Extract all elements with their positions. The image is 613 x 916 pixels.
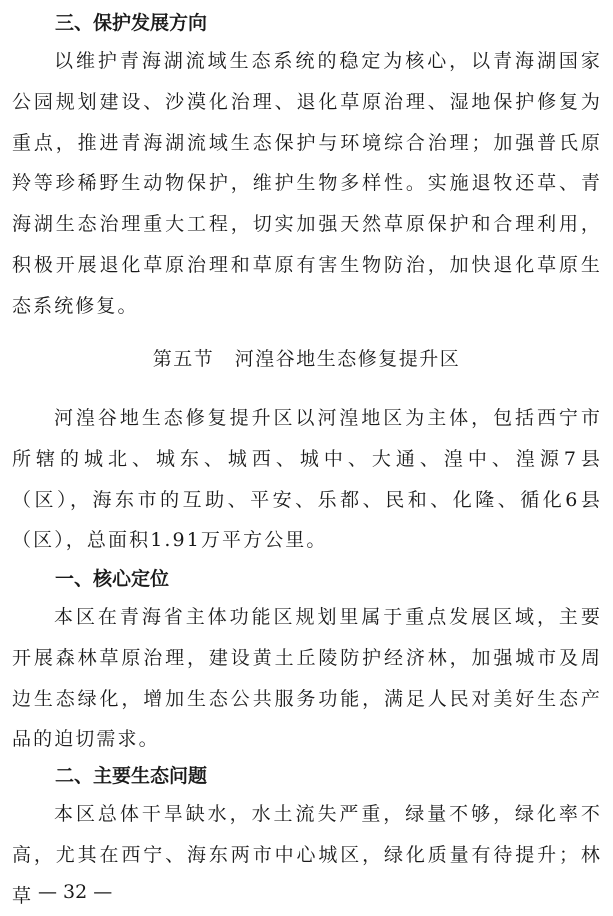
- chapter-title: 第五节 河湟谷地生态修复提升区: [152, 348, 461, 370]
- paragraph-chapter-intro: 河湟谷地生态修复提升区以河湟地区为主体，包括西宁市所辖的城北、城东、城西、城中、大通、湟中、湟源7县（区），海东市的互助、平安、乐都、民和、化隆、循化6县（区），总面积1.91万平方公里。: [12, 407, 602, 552]
- section-heading-protection-direction: 三、保护发展方向: [55, 12, 208, 34]
- paragraph-main-ecological-issues: 本区总体干旱缺水，水土流失严重，绿量不够，绿化率不高，尤其在西宁、海东两市中心城区，绿化质量有待提升；林草: [12, 803, 602, 907]
- paragraph-core-positioning: 本区在青海省主体功能区规划里属于重点发展区域，主要开展森林草原治理，建设黄土丘陵防护经济林，加强城市及周边生态绿化，增加生态公共服务功能，满足人民对美好生态产品的迫切需求。: [12, 606, 602, 751]
- paragraph-protection-direction: 以维护青海湖流域生态系统的稳定为核心，以青海湖国家公园规划建设、沙漠化治理、退化草原治理、湿地保护修复为重点，推进青海湖流域生态保护与环境综合治理；加强普氏原羚等珍稀野生动物保护，维护生物多样性。实施退牧还草、青海湖生态治理重大工程，切实加强天然草原保护和合理利用，积极开展退化草原治理和草原有害生物防治，加快退化草原生态系统修复。: [12, 50, 602, 317]
- subsection-heading-main-ecological-issues: 二、主要生态问题: [55, 765, 208, 787]
- subsection-heading-core-positioning: 一、核心定位: [55, 568, 170, 590]
- page-number: — 32 —: [38, 881, 113, 903]
